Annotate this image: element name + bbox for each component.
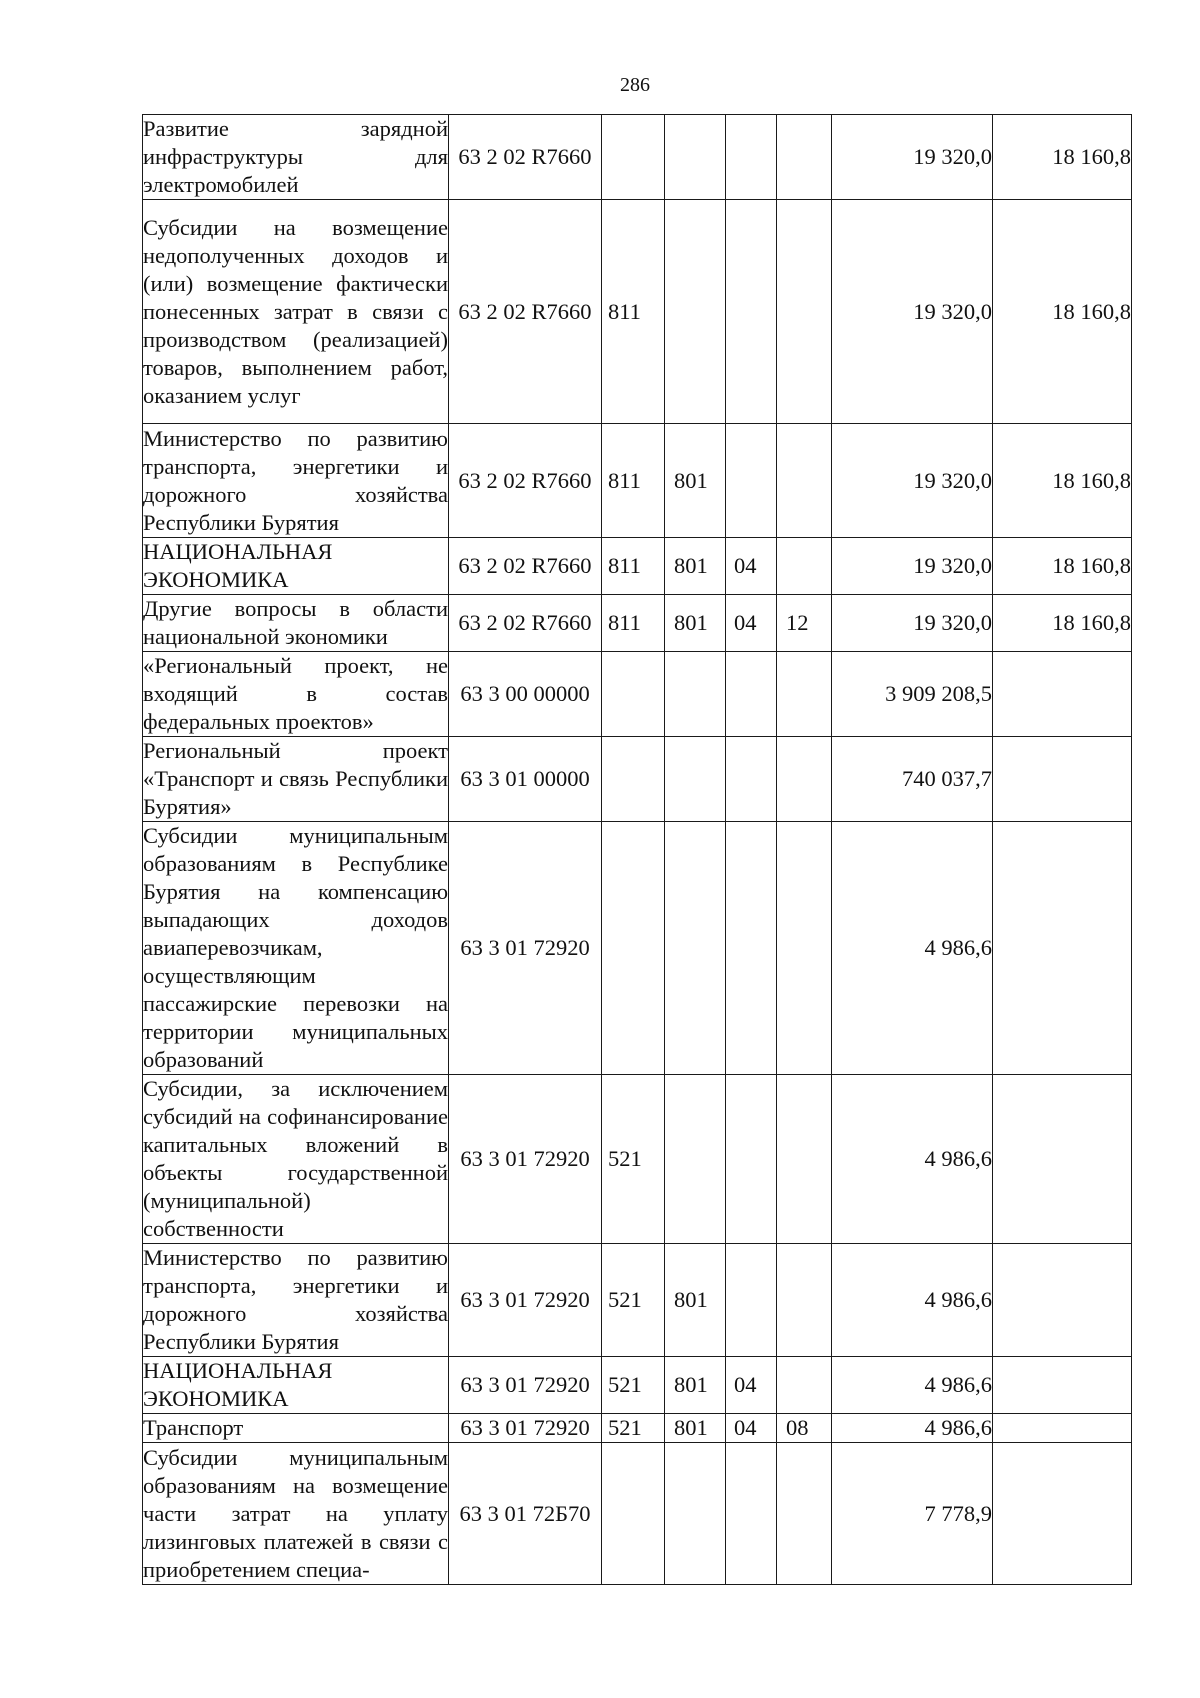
- row-rz-cell: [726, 1443, 777, 1585]
- row-vr-cell: 811: [602, 595, 665, 652]
- row-code-cell: 63 3 01 72920: [449, 1414, 602, 1443]
- row-sum1-cell: 19 320,0: [832, 538, 993, 595]
- row-sum1-cell: 4 986,6: [832, 822, 993, 1075]
- row-gr-cell: 801: [665, 424, 726, 538]
- row-sum2-cell: 18 160,8: [993, 200, 1132, 424]
- row-sum2-cell: [993, 1244, 1132, 1357]
- budget-table-body: [143, 115, 1132, 1585]
- row-pr-cell: [777, 1443, 832, 1585]
- row-vr-cell: [602, 115, 665, 200]
- table-row: [143, 652, 1132, 737]
- row-code-cell: 63 2 02 R7660: [449, 200, 602, 424]
- row-rz-cell: 04: [726, 1414, 777, 1443]
- row-sum2-cell: [993, 1414, 1132, 1443]
- row-sum2-cell: [993, 1443, 1132, 1585]
- row-sum2-cell: 18 160,8: [993, 538, 1132, 595]
- row-name-cell: [143, 595, 449, 652]
- row-gr-cell: [665, 822, 726, 1075]
- row-vr-cell: 811: [602, 200, 665, 424]
- row-code-cell: 63 3 01 00000: [449, 737, 602, 822]
- row-sum1-cell: 19 320,0: [832, 424, 993, 538]
- row-gr-cell: 801: [665, 538, 726, 595]
- row-rz-cell: [726, 737, 777, 822]
- row-sum2-cell: [993, 1357, 1132, 1414]
- table-row: [143, 1443, 1132, 1585]
- row-name-text: Министерство по развитию транспорта, энергетики и дорожного хозяйства Республики Бурятия: [143, 1245, 448, 1354]
- row-name-text: Транспорт: [143, 1415, 244, 1440]
- table-row: [143, 424, 1132, 538]
- row-name-text: Министерство по развитию транспорта, энергетики и дорожного хозяйства Республики Бурятия: [143, 425, 448, 535]
- row-gr-cell: 801: [665, 595, 726, 652]
- row-sum2-cell: [993, 652, 1132, 737]
- row-gr-cell: [665, 115, 726, 200]
- table-row: [143, 200, 1132, 424]
- row-name-text: НАЦИОНАЛЬНАЯ ЭКОНОМИКА: [143, 539, 333, 592]
- row-pr-cell: [777, 1244, 832, 1357]
- row-rz-cell: [726, 200, 777, 424]
- row-vr-cell: 521: [602, 1357, 665, 1414]
- table-row: [143, 737, 1132, 822]
- row-sum1-cell: 3 909 208,5: [832, 652, 993, 737]
- row-vr-cell: [602, 1443, 665, 1585]
- row-name-text: Субсидии муниципальным образованиям на возмещение части затрат на уплату лизинговых платежей в связи с приобретением специа-: [143, 1444, 448, 1582]
- row-sum1-cell: 19 320,0: [832, 115, 993, 200]
- row-name-text: «Региональный проект, не входящий в состав федеральных проектов»: [143, 653, 448, 734]
- row-pr-cell: [777, 822, 832, 1075]
- row-name-text: НАЦИОНАЛЬНАЯ ЭКОНОМИКА: [143, 1358, 333, 1411]
- row-pr-cell: [777, 200, 832, 424]
- table-row: [143, 538, 1132, 595]
- row-pr-cell: [777, 115, 832, 200]
- row-sum1-cell: 4 986,6: [832, 1357, 993, 1414]
- row-gr-cell: 801: [665, 1414, 726, 1443]
- row-code-cell: 63 3 01 72920: [449, 1244, 602, 1357]
- row-name-cell: [143, 822, 449, 1075]
- row-vr-cell: 811: [602, 424, 665, 538]
- row-code-cell: 63 3 01 72920: [449, 822, 602, 1075]
- row-name-text: Другие вопросы в области национальной экономики: [143, 596, 448, 649]
- row-pr-cell: [777, 1075, 832, 1244]
- row-vr-cell: [602, 737, 665, 822]
- row-name-text: Субсидии муниципальным образованиям в Республике Бурятия на компенсацию выпадающих доходов авиаперевозчикам, осуществляющим пассажирские перевозки на территории муниципальных образований: [143, 823, 448, 1072]
- page-number: 286: [620, 74, 650, 96]
- row-name-text: Развитие зарядной инфраструктуры для электромобилей: [143, 116, 448, 197]
- row-code-cell: 63 2 02 R7660: [449, 595, 602, 652]
- row-gr-cell: [665, 200, 726, 424]
- row-sum1-cell: 7 778,9: [832, 1443, 993, 1585]
- row-sum2-cell: [993, 737, 1132, 822]
- row-vr-cell: 521: [602, 1414, 665, 1443]
- row-name-text: Региональный проект «Транспорт и связь Республики Бурятия»: [143, 738, 448, 819]
- row-code-cell: 63 2 02 R7660: [449, 115, 602, 200]
- table-row: [143, 595, 1132, 652]
- row-pr-cell: 12: [777, 595, 832, 652]
- row-rz-cell: 04: [726, 595, 777, 652]
- row-name-cell: [143, 1357, 449, 1414]
- row-name-cell: [143, 737, 449, 822]
- row-name-cell: [143, 1414, 449, 1443]
- table-row: [143, 822, 1132, 1075]
- row-name-cell: [143, 652, 449, 737]
- row-sum1-cell: 740 037,7: [832, 737, 993, 822]
- row-rz-cell: 04: [726, 538, 777, 595]
- row-name-cell: [143, 1075, 449, 1244]
- row-name-cell: [143, 115, 449, 200]
- row-vr-cell: [602, 822, 665, 1075]
- row-code-cell: 63 2 02 R7660: [449, 424, 602, 538]
- row-sum1-cell: 4 986,6: [832, 1414, 993, 1443]
- row-gr-cell: [665, 1075, 726, 1244]
- row-rz-cell: [726, 652, 777, 737]
- row-code-cell: 63 3 01 72920: [449, 1075, 602, 1244]
- row-gr-cell: [665, 737, 726, 822]
- row-gr-cell: [665, 652, 726, 737]
- row-rz-cell: [726, 822, 777, 1075]
- budget-table: [142, 114, 1132, 1585]
- table-row: [143, 1414, 1132, 1443]
- row-rz-cell: [726, 1244, 777, 1357]
- row-rz-cell: [726, 424, 777, 538]
- row-name-cell: [143, 1443, 449, 1585]
- table-row: [143, 1244, 1132, 1357]
- row-name-cell: [143, 200, 449, 424]
- row-name-cell: [143, 538, 449, 595]
- row-sum1-cell: 19 320,0: [832, 200, 993, 424]
- row-name-text: Субсидии на возмещение недополученных доходов и (или) возмещение фактически понесенных затрат в связи с производством (реализацией) товаров, выполнением работ, оказанием услуг: [143, 214, 448, 408]
- row-pr-cell: [777, 737, 832, 822]
- row-code-cell: 63 3 01 72920: [449, 1357, 602, 1414]
- row-rz-cell: [726, 1075, 777, 1244]
- row-rz-cell: 04: [726, 1357, 777, 1414]
- table-row: [143, 1075, 1132, 1244]
- row-pr-cell: 08: [777, 1414, 832, 1443]
- row-code-cell: 63 3 00 00000: [449, 652, 602, 737]
- row-vr-cell: 521: [602, 1244, 665, 1357]
- row-sum1-cell: 4 986,6: [832, 1244, 993, 1357]
- row-sum1-cell: 4 986,6: [832, 1075, 993, 1244]
- row-name-cell: [143, 1244, 449, 1357]
- row-sum2-cell: [993, 822, 1132, 1075]
- table-row: [143, 115, 1132, 200]
- row-vr-cell: [602, 652, 665, 737]
- row-code-cell: 63 2 02 R7660: [449, 538, 602, 595]
- row-pr-cell: [777, 1357, 832, 1414]
- row-gr-cell: 801: [665, 1244, 726, 1357]
- row-name-text: Субсидии, за исключением субсидий на софинансирование капитальных вложений в объекты государственной (муниципальной) собственности: [143, 1076, 448, 1241]
- row-sum2-cell: 18 160,8: [993, 595, 1132, 652]
- row-rz-cell: [726, 115, 777, 200]
- row-gr-cell: 801: [665, 1357, 726, 1414]
- row-gr-cell: [665, 1443, 726, 1585]
- table-row: [143, 1357, 1132, 1414]
- row-code-cell: 63 3 01 72Б70: [449, 1443, 602, 1585]
- row-pr-cell: [777, 652, 832, 737]
- row-sum2-cell: 18 160,8: [993, 424, 1132, 538]
- row-sum1-cell: 19 320,0: [832, 595, 993, 652]
- row-name-cell: [143, 424, 449, 538]
- row-sum2-cell: [993, 1075, 1132, 1244]
- row-sum2-cell: 18 160,8: [993, 115, 1132, 200]
- row-pr-cell: [777, 538, 832, 595]
- row-pr-cell: [777, 424, 832, 538]
- row-vr-cell: 811: [602, 538, 665, 595]
- row-vr-cell: 521: [602, 1075, 665, 1244]
